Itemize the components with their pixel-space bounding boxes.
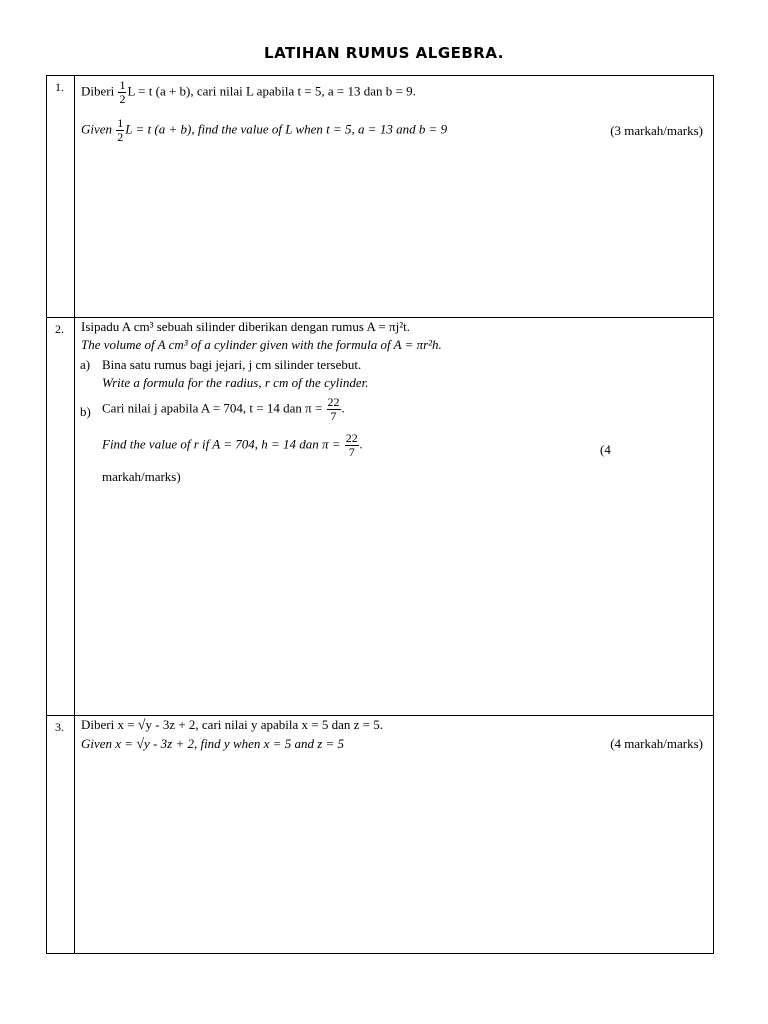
part-b-label: b) [80,404,91,419]
part-b-english: Find the value of r if A = 704, h = 14 dan π = $\frac{22}{7}$ . [102,431,364,459]
question-text-malay [81,79,416,106]
pi-fraction [345,432,359,459]
part-a-english: Write a formula for the radius, r cm of the cylinder. [102,375,369,390]
number-column [47,318,75,715]
question-text-malay [81,717,383,734]
part-b-malay: Cari nilai j apabila A = 704, t = 14 dan π = $\frac{22}{7}$ . [102,395,345,423]
question-text-malay: Isipadu A cm³ sebuah silinder diberikan dengan rumus A = πj²t. [81,319,410,334]
part-a-label: a) [80,357,91,372]
question-content [81,716,703,953]
question-table [46,75,714,954]
text-prefix: Diberi x = [81,717,135,732]
question-row-1 [47,76,713,318]
question-number: 1. [55,80,64,94]
number-column [47,716,75,953]
marks-label: (4 [600,442,611,457]
fraction-numerator: 22 [345,431,358,445]
fraction-denominator: 7 [330,409,337,423]
text-prefix: Find the value of r if A = 704, h = 14 dan π = [102,436,341,452]
text-suffix: L = t (a + b), find the value of L when t = 5, a = 13 and b = 9 [125,121,448,137]
text-prefix: Given x = [81,736,134,751]
fraction-numerator: 1 [117,116,124,130]
question-text-english [81,117,447,144]
fraction-numerator: 22 [327,395,340,409]
question-content [81,318,703,715]
fraction-denominator: 2 [117,130,124,144]
question-row-3 [47,716,713,953]
text-prefix: Cari nilai j apabila A = 704, t = 14 dan π = [102,400,323,416]
fraction [116,117,124,144]
part-a-malay: Bina satu rumus bagi jejari, j cm silinder tersebut. [102,357,362,372]
sqrt-symbol: √ [136,737,145,752]
marks-label: (3 markah/marks) [610,123,703,138]
text-suffix: L = t (a + b), cari nilai L apabila t = 5, a = 13 dan b = 9. [127,83,416,99]
text-suffix: y - 3z + 2, find y when x = 5 and z = 5 [144,736,345,751]
text-prefix: Diberi [81,83,118,99]
question-content [81,76,703,317]
page-title: LATIHAN RUMUS ALGEBRA. [264,44,504,62]
number-column [47,76,75,317]
fraction-denominator: 2 [119,92,126,106]
question-number: 3. [55,720,64,734]
question-number: 2. [55,322,64,336]
fraction-numerator: 1 [119,78,126,92]
marks-label-continued: markah/marks) [102,469,181,484]
text-suffix: y - 3z + 2, cari nilai y apabila x = 5 dan z = 5. [145,717,383,732]
sqrt-symbol: √ [137,718,146,733]
question-text-english: The volume of A cm³ of a cylinder given with the formula of A = πr²h. [81,337,442,352]
fraction-denominator: 7 [348,445,355,459]
question-text-english [81,736,344,753]
pi-fraction [327,396,341,423]
fraction [118,79,126,106]
text-prefix: Given [81,121,116,137]
marks-label: (4 markah/marks) [610,736,703,751]
question-row-2 [47,318,713,716]
